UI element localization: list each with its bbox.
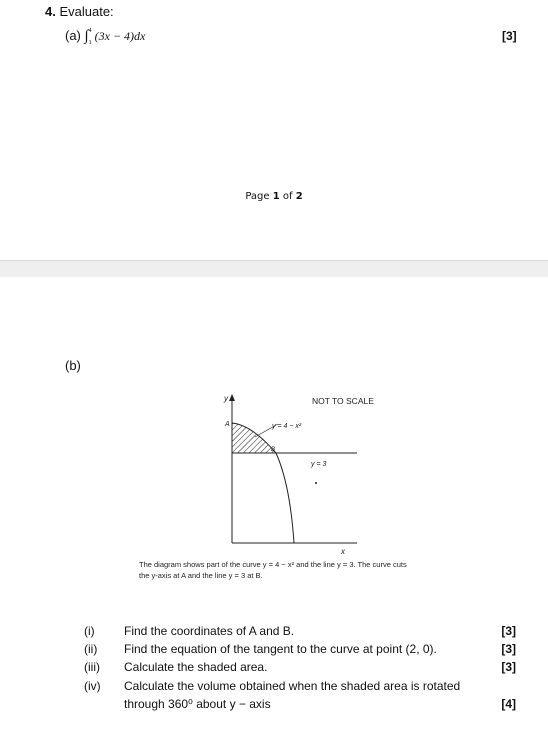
subquestion-marks: [3] <box>501 624 516 638</box>
point-a-label: A <box>225 421 230 428</box>
question-prompt: Evaluate: <box>59 4 114 19</box>
page-of: of <box>279 191 296 202</box>
subquestion-number: (iv) <box>84 679 101 693</box>
y-axis-label: y <box>224 394 228 403</box>
caption-line-2: the y-axis at A and the line y = 3 at B. <box>139 571 263 580</box>
x-axis-label: x <box>341 547 345 556</box>
subquestion-marks: [4] <box>501 697 516 711</box>
page-current: 1 <box>272 191 280 202</box>
subquestion-number: (iii) <box>84 660 100 674</box>
subquestion-text: Find the equation of the tangent to the curve at point (2, 0). <box>124 642 437 656</box>
integral-lower-limit: 1 <box>88 40 92 46</box>
note-label: NOT TO SCALE <box>312 396 374 406</box>
question-number: 4. <box>45 4 56 19</box>
subquestion-text: through 360⁰ about y − axis <box>124 697 271 711</box>
subquestion-number: (i) <box>84 624 95 638</box>
dot-mark <box>315 482 317 484</box>
shaded-region <box>232 423 276 453</box>
page-prefix: Page <box>245 191 273 202</box>
subquestion-text: Find the coordinates of A and B. <box>124 624 295 638</box>
subquestion-number: (ii) <box>84 642 98 656</box>
part-a-label: (a) <box>65 28 81 43</box>
integral-sign: ∫ <box>84 28 89 44</box>
y-axis-arrow <box>229 394 235 401</box>
page-total: 2 <box>295 191 303 202</box>
point-b-label: B <box>271 447 276 453</box>
integral-upper-limit: 4 <box>88 28 92 34</box>
subquestion-text: Calculate the volume obtained when the shaded area is rotated <box>124 679 461 693</box>
line-label: y = 3 <box>311 461 327 468</box>
subquestion-marks: [3] <box>501 660 516 674</box>
subquestion-text: Calculate the shaded area. <box>124 660 268 674</box>
subquestion-marks: [3] <box>501 642 516 656</box>
caption-line-1: The diagram shows part of the curve y = 4 − x² and the line y = 3. The curve cuts <box>139 560 407 569</box>
integrand: (3x − 4)dx <box>94 29 146 43</box>
part-a-marks: [3] <box>502 29 517 43</box>
curve-label: y = 4 − x² <box>272 423 302 430</box>
diagram-caption <box>139 559 407 581</box>
part-b-label: (b) <box>65 358 81 373</box>
